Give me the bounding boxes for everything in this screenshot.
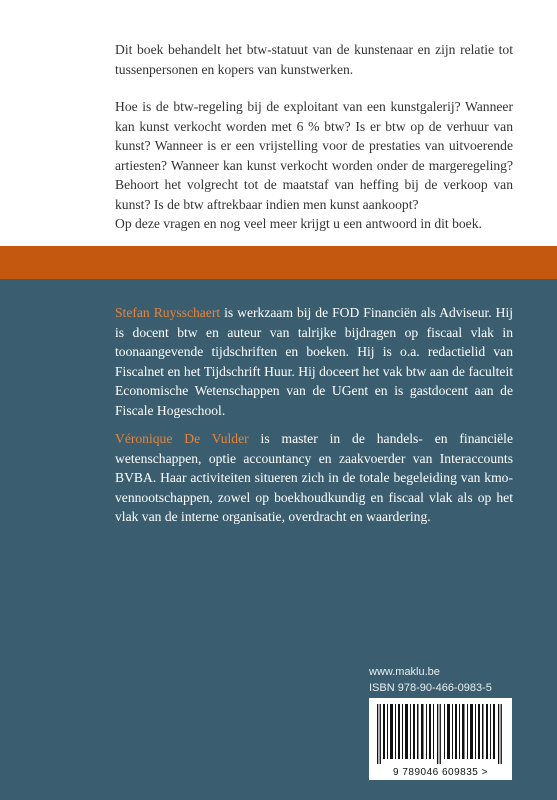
intro-paragraph-1: Dit boek behandelt het btw-statuut van de kunstenaar en zijn relatie tot tussenpersonen en kopers van kunstwerken. — [115, 42, 513, 77]
publisher-url: www.maklu.be — [369, 666, 440, 678]
author-bio-2 — [115, 429, 513, 527]
author-bio-2-text: is master in de handels- en financiële wetenschappen, optie accountancy en zaakvoerder van Interaccounts BVBA. Haar activiteiten situeren zich in de totale begeleiding van kmo-vennootschappen, zowel op boekhoudkundig en fiscaal vlak als op het vlak van de interne organisatie, overdracht en waardering. — [115, 431, 513, 525]
author-name-2: Véronique De Vulder — [115, 431, 249, 446]
barcode-bars-icon — [377, 704, 504, 764]
barcode — [369, 698, 512, 780]
barcode-digits: 9 789046 609835 > — [393, 767, 488, 778]
intro-paragraph-3: Op deze vragen en nog veel meer krijgt u een antwoord in dit boek. — [115, 216, 482, 231]
intro-section — [0, 0, 557, 246]
author-name-1: Stefan Ruysschaert — [115, 305, 221, 320]
intro-paragraph-2: Hoe is de btw-regeling bij de exploitant van een kunstgalerij? Wanneer kan kunst verkocht worden met 6 % btw? Is er btw op de verhuur van kunst? Wanneer is er een vrijstelling voor de prestaties van uitvoerende artiesten? Wanneer kan kunst verkocht worden onder de margeregeling? Behoort het volgrecht tot de maatstaf van heffing bij de verkoop van kunst? Is de btw aftrekbaar indien men kunst aankoopt? — [115, 99, 513, 212]
author-bio-1 — [115, 303, 513, 421]
isbn-text: ISBN 978-90-466-0983-5 — [369, 682, 492, 694]
orange-divider-band — [0, 246, 557, 279]
author-bio-1-text: is werkzaam bij de FOD Financiën als Adviseur. Hij is docent btw en auteur van talrijke bijdragen op fiscaal vlak in toonaangevende tijdschriften en boeken. Hij is o.a. redactielid van Fiscalnet en het Tijdschrift Huur. Hij doceert het vak btw aan de faculteit Economische Wetenschappen van de UGent en is gastdocent aan de Fiscale Hogeschool. — [115, 305, 514, 418]
